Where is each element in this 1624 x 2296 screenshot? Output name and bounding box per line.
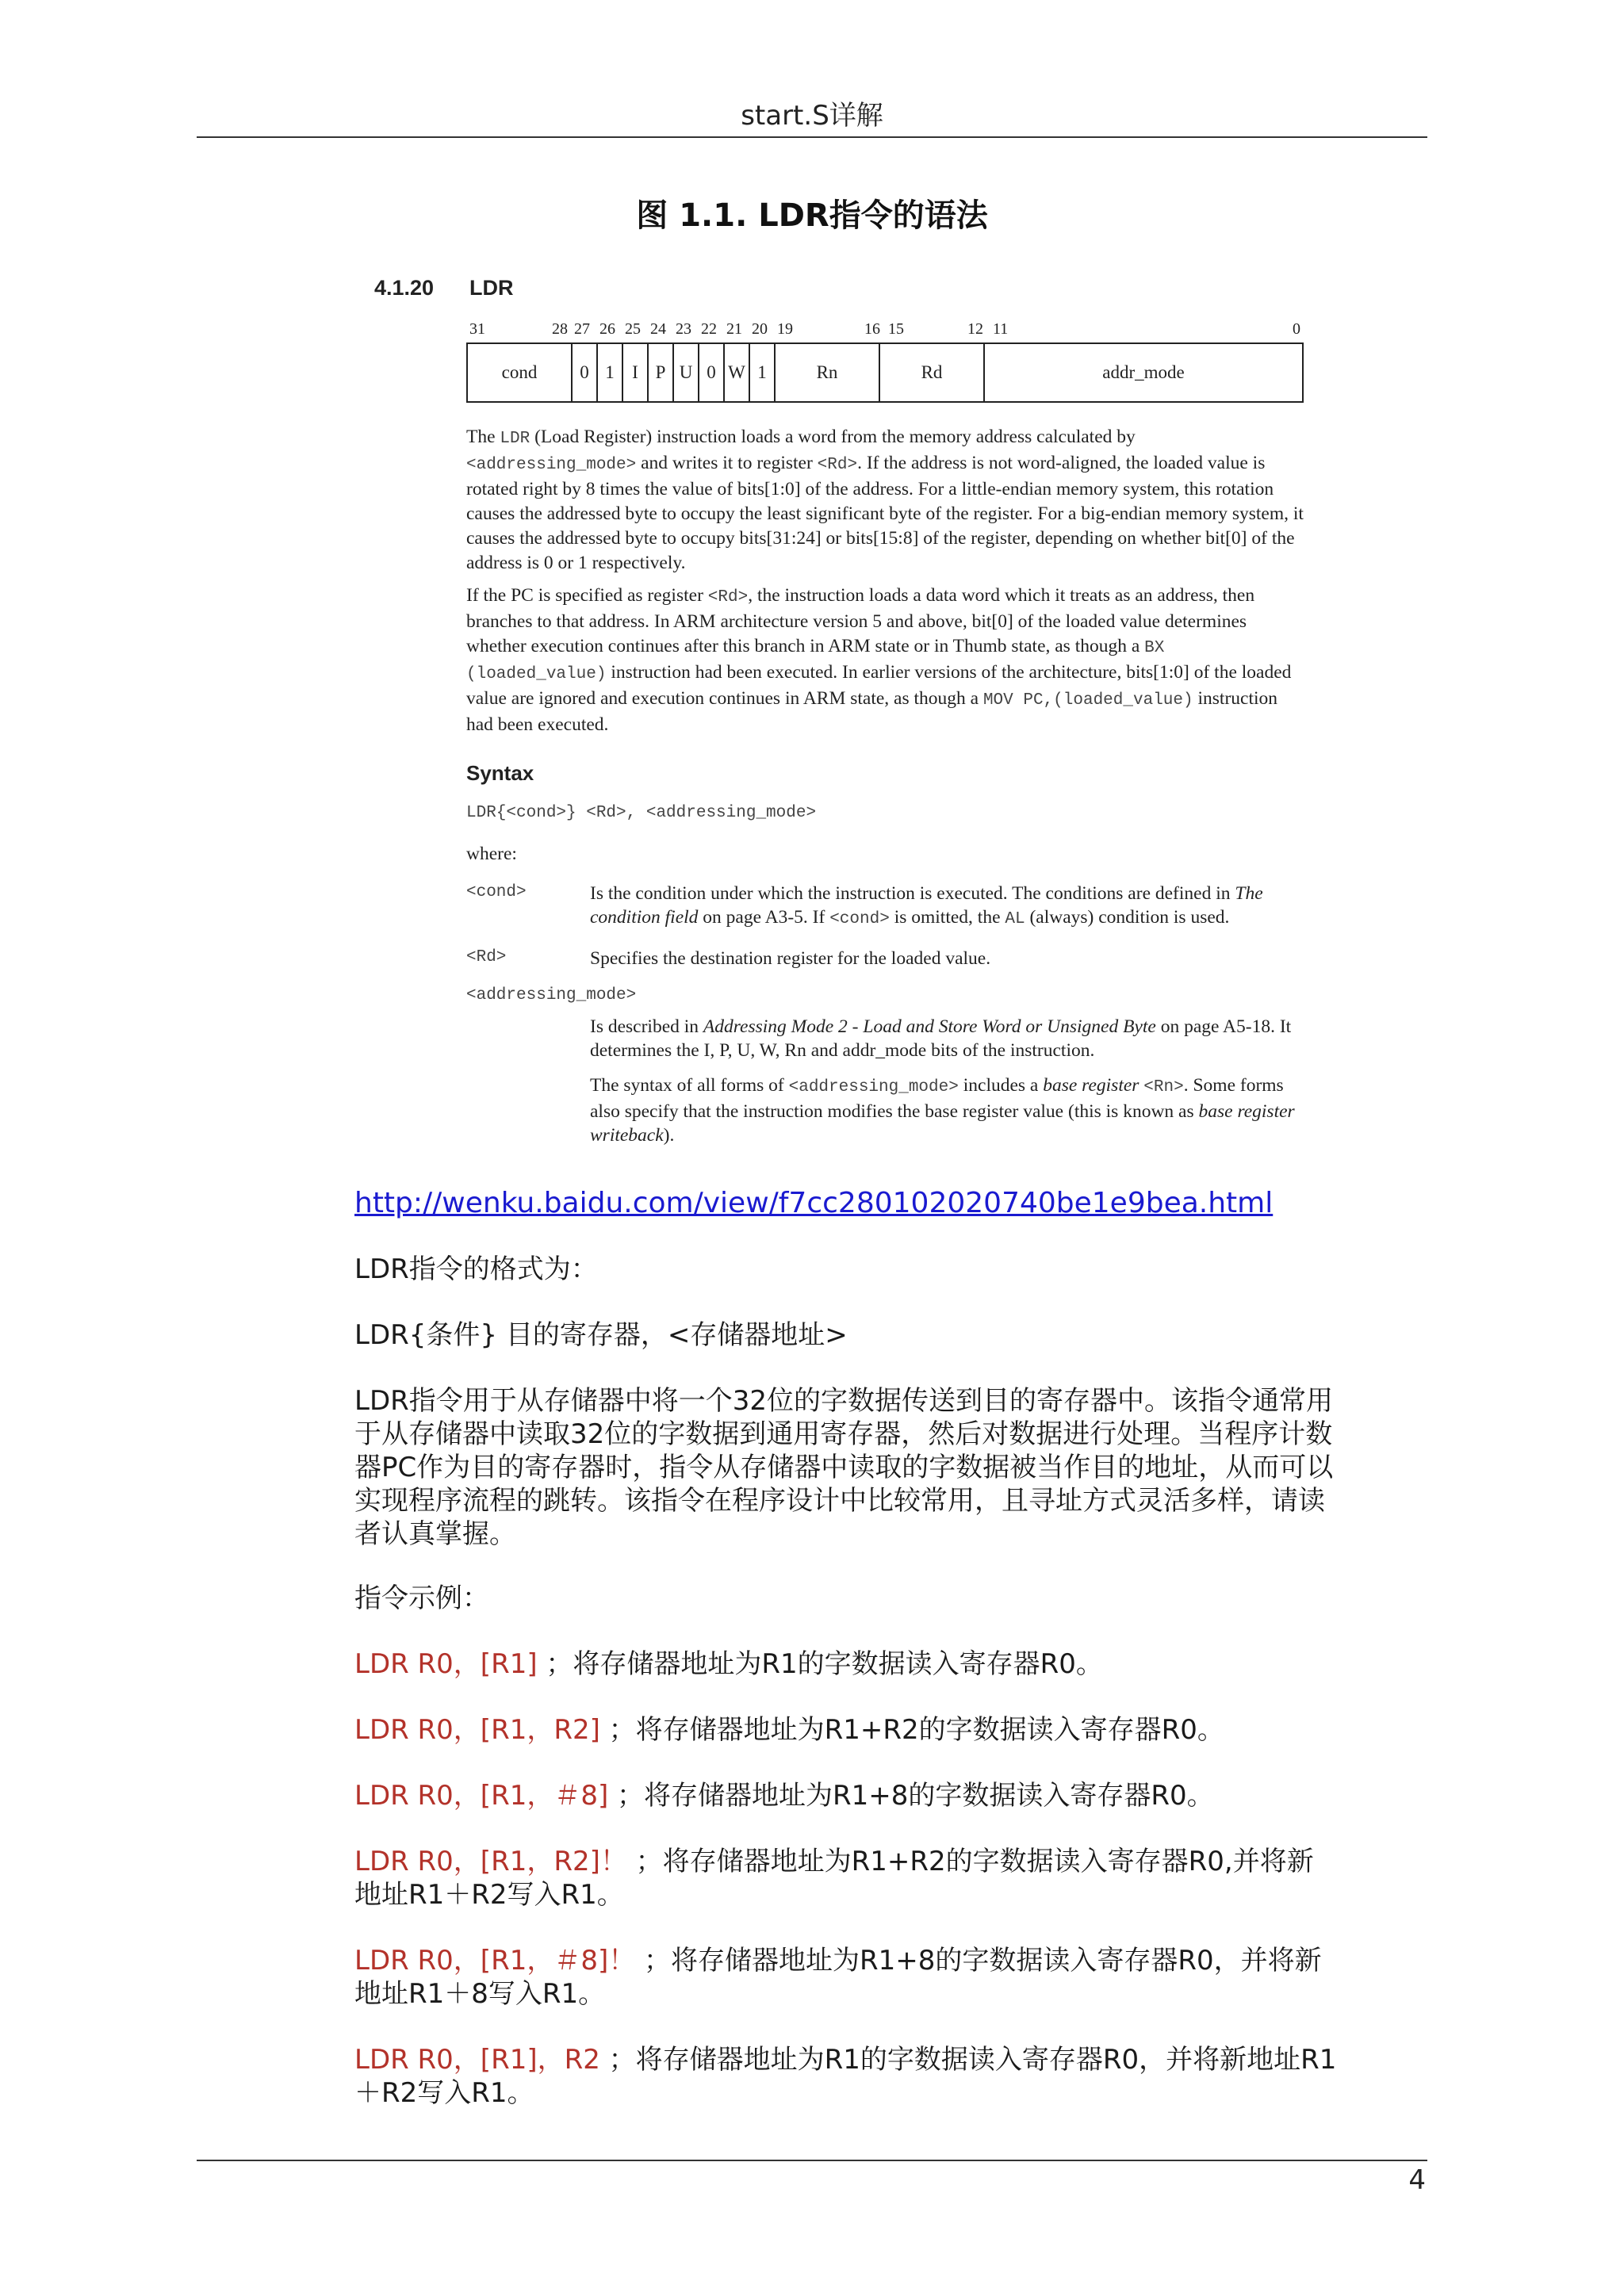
- bit-number: 19: [777, 320, 793, 338]
- field-addr-mode: addr_mode: [1102, 362, 1185, 382]
- example-comment: ；将存储器地址为R1+8的字数据读入寄存器R0，并将新地址R1＋8写入R1。: [354, 1945, 1322, 2010]
- field-u: U: [674, 344, 699, 401]
- bit-number: 22: [701, 320, 717, 338]
- example-code: LDR R0，[R1，R2]: [354, 1714, 609, 1746]
- example-comment: ；将存储器地址为R1的字数据读入寄存器R0，并将新地址R1＋R2写入R1。: [354, 2044, 1337, 2109]
- bit-number: 26: [599, 320, 615, 338]
- example-code: LDR R0，[R1，R2]！: [354, 1846, 636, 1877]
- bit-number-row: [468, 320, 1308, 344]
- def-am-desc-2: The syntax of all forms of <addressing_mode> includes a base register <Rn>. Some forms also specify that the instruction modifies the base register value (this is known as base register writeback).: [590, 1075, 1295, 1146]
- field-bit26: 1: [598, 344, 623, 401]
- section-number: 4.1.20: [374, 276, 435, 300]
- bit-number: 25: [625, 320, 641, 338]
- example-comment: ；将存储器地址为R1的字数据读入寄存器R0。: [546, 1648, 1103, 1680]
- def-am-term: <addressing_mode>: [466, 986, 637, 1004]
- description-paragraph-2: If the PC is specified as register <Rd>, the instruction loads a data word which it treats as an address, then branches to that address. In ARM architecture version 5 and above, bit[0] of the loaded value determines whether execution continues after this branch in ARM state or in Thumb state, as though a BX (loaded_value) instruction had been executed. In earlier versions of the architecture, bits[1:0] of the loaded value are ignored and execution continues in ARM state, as though a MOV PC,(loaded_value) instruction had been executed.: [466, 585, 1292, 735]
- field-rn: Rn: [776, 344, 880, 401]
- description-paragraph-1: The LDR (Load Register) instruction loads a word from the memory address calculated by <addressing_mode> and writes it to register <Rd>. If the address is not word-aligned, the loaded value is rotated right by 8 times the value of bits[1:0] of the address. For a little-endian memory system, this rotation causes the addressed byte to occupy the least significant byte of the register. For a big-endian memory system, it causes the addressed byte to occupy bits[31:24] or bits[15:8] of the register, depending on whether bit[0] of the address is 0 or 1 respectively.: [466, 427, 1304, 573]
- figure-title: 图 1.1. LDR指令的语法: [636, 197, 988, 234]
- bit-number: 31: [469, 320, 485, 338]
- bit-number: 11: [993, 320, 1009, 338]
- bit-number: 20: [752, 320, 768, 338]
- def-rd-desc: Specifies the destination register for the loaded value.: [590, 948, 991, 969]
- page-number: 4: [1408, 2164, 1426, 2196]
- field-l: 1: [750, 344, 776, 401]
- def-am-desc-1: Is described in Addressing Mode 2 - Load and Store Word or Unsigned Byte on page A5-18. It determines the I, P, U, W, Rn and addr_mode bits of the instruction.: [590, 1016, 1292, 1061]
- format-label: LDR指令的格式为：: [354, 1253, 598, 1285]
- def-cond-desc: Is the condition under which the instruction is executed. The conditions are defined in The condition field on page A3-5. If <cond> is omitted, the AL (always) condition is used.: [590, 883, 1263, 928]
- syntax-line: LDR{<cond>} <Rd>, <addressing_mode>: [466, 804, 817, 822]
- bit-number: 0: [1293, 320, 1300, 338]
- field-rd: Rd: [880, 344, 985, 401]
- field-p: P: [649, 344, 674, 401]
- example-comment: ；将存储器地址为R1+R2的字数据读入寄存器R0,并将新地址R1＋R2写入R1。: [354, 1846, 1314, 1911]
- section-title: LDR: [469, 276, 514, 300]
- field-cond: cond: [468, 344, 573, 401]
- footer-divider: [197, 2160, 1427, 2161]
- bit-number: 12: [967, 320, 983, 338]
- encoding-table: [466, 342, 1304, 403]
- examples-label: 指令示例：: [354, 1582, 489, 1614]
- field-w: W: [725, 344, 750, 401]
- description-paragraph: LDR指令用于从存储器中将一个32位的字数据传送到目的寄存器中。该指令通常用于从存储器中读取32位的字数据到通用寄存器，然后对数据进行处理。当程序计数器PC作为目的寄存器时，指令从存储器中读取的字数据被当作目的地址，从而可以实现程序流程的跳转。该指令在程序设计中比较常用，且寻址方式灵活多样，请读者认真掌握。: [354, 1385, 1334, 1550]
- bit-number: 23: [676, 320, 691, 338]
- header-divider: [197, 136, 1427, 138]
- bit-number: 28: [552, 320, 568, 338]
- example-item: [354, 1779, 1338, 1812]
- field-i: I: [623, 344, 649, 401]
- example-item: [354, 1944, 1338, 2011]
- bit-number: 15: [888, 320, 904, 338]
- section-heading: [374, 276, 514, 300]
- example-code: LDR R0，[R1]: [354, 1648, 546, 1680]
- example-code: LDR R0，[R1，＃8]！: [354, 1945, 645, 1976]
- format-syntax: LDR{条件} 目的寄存器，<存储器地址>: [354, 1319, 848, 1351]
- field-bit27: 0: [573, 344, 598, 401]
- def-cond-term: <cond>: [466, 883, 527, 901]
- bit-number: 16: [864, 320, 880, 338]
- page-header: start.S详解: [741, 100, 883, 132]
- example-item: [354, 1713, 1338, 1747]
- example-item: [354, 2043, 1338, 2110]
- field-bit22: 0: [699, 344, 725, 401]
- example-item: [354, 1647, 1338, 1681]
- scanned-figure: [365, 262, 1316, 1158]
- example-item: [354, 1845, 1338, 1911]
- example-code: LDR R0，[R1，＃8]: [354, 1780, 618, 1812]
- syntax-heading: Syntax: [466, 761, 534, 785]
- def-rd-term: <Rd>: [466, 948, 507, 966]
- bit-number: 27: [574, 320, 590, 338]
- example-comment: ；将存储器地址为R1+8的字数据读入寄存器R0。: [617, 1780, 1214, 1812]
- source-link[interactable]: http://wenku.baidu.com/view/f7cc280102020740be1e9bea.html: [354, 1187, 1274, 1219]
- bit-number: 21: [726, 320, 742, 338]
- example-code: LDR R0，[R1]，R2: [354, 2044, 609, 2076]
- bit-number: 24: [650, 320, 666, 338]
- example-comment: ；将存储器地址为R1+R2的字数据读入寄存器R0。: [608, 1714, 1224, 1746]
- where-label: where:: [466, 844, 517, 864]
